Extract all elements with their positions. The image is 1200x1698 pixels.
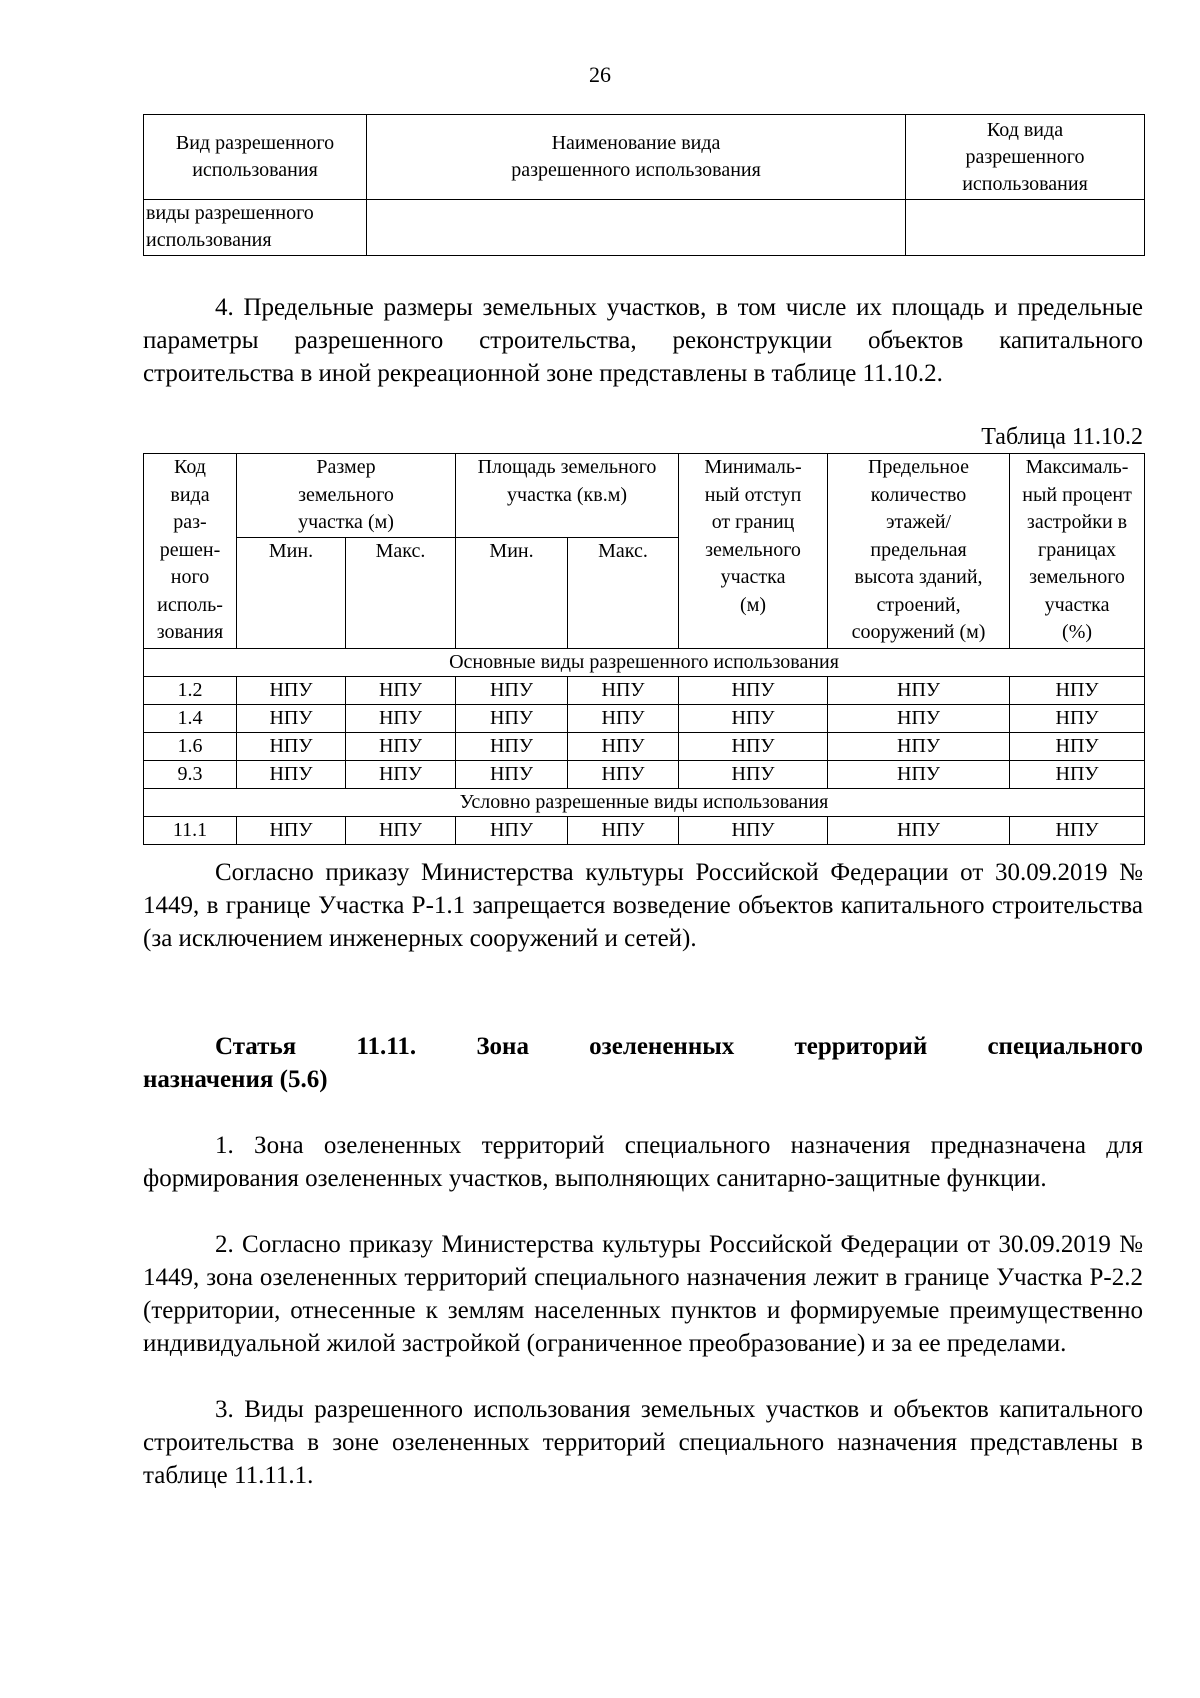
header-line: ного bbox=[170, 566, 210, 588]
header-line: участка (м) bbox=[298, 511, 394, 533]
cell-value: НПУ bbox=[1010, 732, 1145, 760]
header-line: Максималь- bbox=[1025, 456, 1129, 478]
cell-value: НПУ bbox=[679, 676, 828, 704]
paragraph-text: 4. Предельные размеры земельных участков, в том числе их площадь и предельные параметры разрешенного строительства, реконструкции объектов капитального строительства в иной рекреационной зоне представлены в таблице 11.10.2. bbox=[143, 294, 1143, 387]
cell-value: НПУ bbox=[237, 676, 346, 704]
header-line: раз- bbox=[173, 511, 207, 533]
header-line: решен- bbox=[159, 538, 221, 561]
header-size-max: Макс. bbox=[346, 537, 456, 648]
table-row bbox=[144, 676, 1145, 704]
cell-value: НПУ bbox=[237, 760, 346, 788]
cell-value: НПУ bbox=[679, 704, 828, 732]
cell-value: НПУ bbox=[237, 704, 346, 732]
heading-line-2: назначения (5.6) bbox=[143, 1066, 328, 1093]
header-line: границах bbox=[1037, 538, 1117, 561]
paragraph-text: 3. Виды разрешенного использования земельных участков и объектов капитального строительства в зоне озелененных территорий специального назначения представлены в таблице 11.11.1. bbox=[143, 1396, 1143, 1489]
cell-code: 1.2 bbox=[144, 676, 237, 704]
cell-value: НПУ bbox=[679, 760, 828, 788]
header-line: вида bbox=[170, 483, 210, 506]
section-title: Основные виды разрешенного использования bbox=[144, 648, 1145, 676]
header-line: зования bbox=[156, 621, 224, 643]
table-row bbox=[144, 732, 1145, 760]
paragraph-text: 2. Согласно приказу Министерства культуры Российской Федерации от 30.09.2019 № 1449, зона озелененных территорий специального назначения лежит в границе Участка Р-2.2 (территории, отнесенные к землям населенных пунктов и формируемые преимущественно индивидуальной жилой застройкой (ограниченное преобразование) и за ее пределами. bbox=[143, 1231, 1143, 1357]
page-number: 26 bbox=[589, 62, 611, 87]
heading-word: озелененных bbox=[589, 1033, 735, 1060]
header-code bbox=[144, 454, 237, 649]
cell-value: НПУ bbox=[456, 676, 568, 704]
header-line: участка (кв.м) bbox=[507, 483, 628, 506]
header-coverage-percent bbox=[1010, 454, 1145, 649]
cell-use-code bbox=[906, 200, 1145, 256]
limits-table bbox=[143, 453, 1145, 845]
header-line: количество bbox=[870, 483, 967, 506]
section-row-conditional bbox=[144, 788, 1145, 816]
header-line: разрешенного использования bbox=[511, 159, 761, 181]
header-area-max: Макс. bbox=[568, 537, 679, 648]
paragraph-article-2 bbox=[143, 1228, 1143, 1360]
cell-code: 1.6 bbox=[144, 732, 237, 760]
cell-value: НПУ bbox=[346, 760, 456, 788]
header-use-code bbox=[906, 115, 1145, 200]
header-line: сооружений (м) bbox=[851, 621, 986, 643]
header-size-min: Мин. bbox=[237, 537, 346, 648]
header-line: ный отступ bbox=[704, 483, 802, 506]
cell-value: НПУ bbox=[346, 732, 456, 760]
header-line: использования bbox=[962, 172, 1088, 195]
cell-value: НПУ bbox=[346, 704, 456, 732]
header-line: застройки в bbox=[1026, 511, 1128, 533]
cell-value: НПУ bbox=[568, 816, 679, 844]
header-line: Код bbox=[174, 456, 206, 478]
header-line: земельного bbox=[705, 538, 801, 561]
cell-value: НПУ bbox=[456, 816, 568, 844]
table-row bbox=[144, 704, 1145, 732]
section-row-main bbox=[144, 648, 1145, 676]
header-floors bbox=[828, 454, 1010, 649]
cell-value: НПУ bbox=[568, 704, 679, 732]
header-plot-size bbox=[237, 454, 456, 538]
cell-value: НПУ bbox=[828, 704, 1010, 732]
cell-use-name bbox=[367, 200, 906, 256]
header-line: Размер bbox=[316, 456, 376, 478]
paragraph-article-3 bbox=[143, 1393, 1143, 1492]
table-row bbox=[144, 760, 1145, 788]
paragraph-text: Согласно приказу Министерства культуры Российской Федерации от 30.09.2019 № 1449, в границе Участка Р-1.1 запрещается возведение объектов капитального строительства (за исключением инженерных сооружений и сетей). bbox=[143, 859, 1143, 952]
table-row bbox=[144, 200, 1145, 256]
header-line: Площадь земельного bbox=[477, 456, 657, 478]
cell-value: НПУ bbox=[237, 732, 346, 760]
cell-value: НПУ bbox=[1010, 816, 1145, 844]
cell-value: НПУ bbox=[346, 816, 456, 844]
cell-value: НПУ bbox=[1010, 760, 1145, 788]
heading-line-1 bbox=[143, 1030, 1143, 1063]
header-line: (%) bbox=[1062, 621, 1093, 643]
cell-value: НПУ bbox=[456, 760, 568, 788]
cell-value: НПУ bbox=[568, 732, 679, 760]
section-title: Условно разрешенные виды использования bbox=[144, 788, 1145, 816]
cell-line: виды разрешенного bbox=[146, 202, 314, 224]
cell-value: НПУ bbox=[456, 704, 568, 732]
cell-value: НПУ bbox=[456, 732, 568, 760]
heading-word: территорий bbox=[794, 1033, 928, 1060]
header-line: участка bbox=[1044, 593, 1110, 616]
cell-value: НПУ bbox=[237, 816, 346, 844]
article-heading bbox=[143, 1030, 1143, 1096]
paragraph-order-r11 bbox=[143, 856, 1143, 955]
header-line: использования bbox=[192, 159, 318, 181]
cell-value: НПУ bbox=[568, 676, 679, 704]
header-line: Наименование вида bbox=[551, 132, 721, 154]
header-setback bbox=[679, 454, 828, 649]
heading-word: 11.11. bbox=[356, 1033, 417, 1060]
header-line: строений, bbox=[876, 593, 961, 616]
header-line: земельного bbox=[298, 483, 394, 506]
header-line: Предельное bbox=[868, 456, 970, 478]
paragraph-4 bbox=[143, 291, 1143, 390]
cell-line: использования bbox=[146, 229, 272, 251]
cell-value: НПУ bbox=[679, 732, 828, 760]
heading-word: Зона bbox=[476, 1033, 529, 1060]
cell-value: НПУ bbox=[828, 676, 1010, 704]
header-line: Код вида bbox=[986, 118, 1064, 141]
header-line: этажей/ bbox=[885, 511, 952, 533]
cell-code: 1.4 bbox=[144, 704, 237, 732]
table-row bbox=[144, 816, 1145, 844]
cell-value: НПУ bbox=[1010, 676, 1145, 704]
table-header-row bbox=[144, 454, 1145, 538]
header-line: Вид разрешенного bbox=[175, 132, 335, 154]
header-line: предельная bbox=[870, 538, 967, 561]
heading-word: специального bbox=[987, 1033, 1143, 1060]
header-plot-area bbox=[456, 454, 679, 538]
cell-code: 9.3 bbox=[144, 760, 237, 788]
cell-value: НПУ bbox=[1010, 704, 1145, 732]
paragraph-article-1 bbox=[143, 1129, 1143, 1195]
header-use-type bbox=[144, 115, 367, 200]
header-line: высота зданий, bbox=[854, 566, 983, 588]
cell-value: НПУ bbox=[828, 816, 1010, 844]
cell-value: НПУ bbox=[679, 816, 828, 844]
header-line: исполь- bbox=[157, 593, 223, 616]
cell-value: НПУ bbox=[568, 760, 679, 788]
header-area-min: Мин. bbox=[456, 537, 568, 648]
header-line: Минималь- bbox=[704, 456, 802, 478]
table-caption: Таблица 11.10.2 bbox=[981, 424, 1143, 450]
header-line: участка bbox=[720, 566, 786, 588]
header-use-name bbox=[367, 115, 906, 200]
header-line: ный процент bbox=[1022, 483, 1132, 506]
paragraph-text: 1. Зона озелененных территорий специального назначения предназначена для формирования озелененных участков, выполняющих санитарно-защитные функции. bbox=[143, 1132, 1143, 1192]
header-line: от границ bbox=[711, 511, 795, 533]
cell-value: НПУ bbox=[828, 760, 1010, 788]
header-line: земельного bbox=[1029, 566, 1125, 588]
cell-value: НПУ bbox=[828, 732, 1010, 760]
header-line: разрешенного bbox=[965, 145, 1085, 168]
permitted-use-table-continued bbox=[143, 114, 1145, 256]
header-line: (м) bbox=[740, 593, 767, 616]
heading-word: Статья bbox=[215, 1033, 297, 1060]
table-header-row bbox=[144, 115, 1145, 200]
cell-code: 11.1 bbox=[144, 816, 237, 844]
cell-use-type bbox=[144, 200, 367, 256]
cell-value: НПУ bbox=[346, 676, 456, 704]
